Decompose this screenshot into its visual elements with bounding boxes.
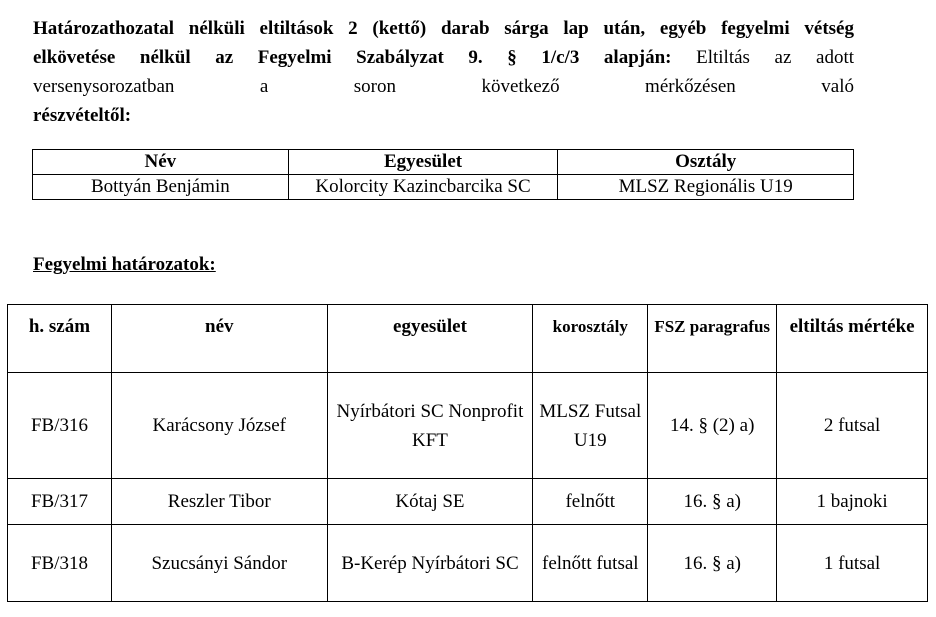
- cell-division: MLSZ Regionális U19: [558, 175, 854, 200]
- header-division: Osztály: [558, 150, 854, 175]
- table-header-row: [33, 150, 854, 175]
- cell-name: Szucsányi Sándor: [111, 525, 327, 602]
- section-heading: Fegyelmi határozatok:: [33, 254, 216, 275]
- table-row: [8, 479, 928, 525]
- cell-name: Reszler Tibor: [111, 479, 327, 525]
- header-name: név: [111, 305, 327, 373]
- cell-name: Bottyán Benjámin: [33, 175, 289, 200]
- cell-age-group: MLSZ Futsal U19: [533, 373, 648, 479]
- cell-name: Karácsony József: [111, 373, 327, 479]
- cell-club: Kolorcity Kazincbarcika SC: [288, 175, 558, 200]
- header-club: egyesület: [327, 305, 533, 373]
- cell-suspension: 1 futsal: [777, 525, 928, 602]
- header-paragraph: FSZ paragrafus: [648, 305, 777, 373]
- intro-paragraph: [33, 14, 854, 130]
- intro-line-4: részvételtől:: [33, 105, 132, 126]
- header-name: Név: [33, 150, 289, 175]
- cell-paragraph: 14. § (2) a): [648, 373, 777, 479]
- cell-case-number: FB/316: [8, 373, 112, 479]
- table-row: [8, 373, 928, 479]
- header-age-group: korosztály: [533, 305, 648, 373]
- cell-club: B-Kerép Nyírbátori SC: [327, 525, 533, 602]
- intro-line-3: versenysorozatban a soron következő mérkőzésen való: [33, 76, 854, 97]
- cell-club: Kótaj SE: [327, 479, 533, 525]
- cell-age-group: felnőtt: [533, 479, 648, 525]
- table-row: [33, 175, 854, 200]
- cell-paragraph: 16. § a): [648, 525, 777, 602]
- table-header-row: [8, 305, 928, 373]
- table-row: [8, 525, 928, 602]
- cell-paragraph: 16. § a): [648, 479, 777, 525]
- intro-line-2: elkövetése nélkül az Fegyelmi Szabályzat 9. § 1/c/3 alapján: Eltiltás az adott: [33, 47, 855, 68]
- cell-case-number: FB/318: [8, 525, 112, 602]
- intro-line-1: Határozathozatal nélküli eltiltások 2 (kettő) darab sárga lap után, egyéb fegyelmi vétség: [33, 18, 854, 39]
- cell-age-group: felnőtt futsal: [533, 525, 648, 602]
- cell-club: Nyírbátori SC Nonprofit KFT: [327, 373, 533, 479]
- cell-case-number: FB/317: [8, 479, 112, 525]
- header-suspension: eltiltás mértéke: [777, 305, 928, 373]
- header-case-number: h. szám: [8, 305, 112, 373]
- decisions-table: [7, 304, 928, 602]
- cell-suspension: 1 bajnoki: [777, 479, 928, 525]
- cell-suspension: 2 futsal: [777, 373, 928, 479]
- suspension-table: [32, 149, 854, 200]
- header-club: Egyesület: [288, 150, 558, 175]
